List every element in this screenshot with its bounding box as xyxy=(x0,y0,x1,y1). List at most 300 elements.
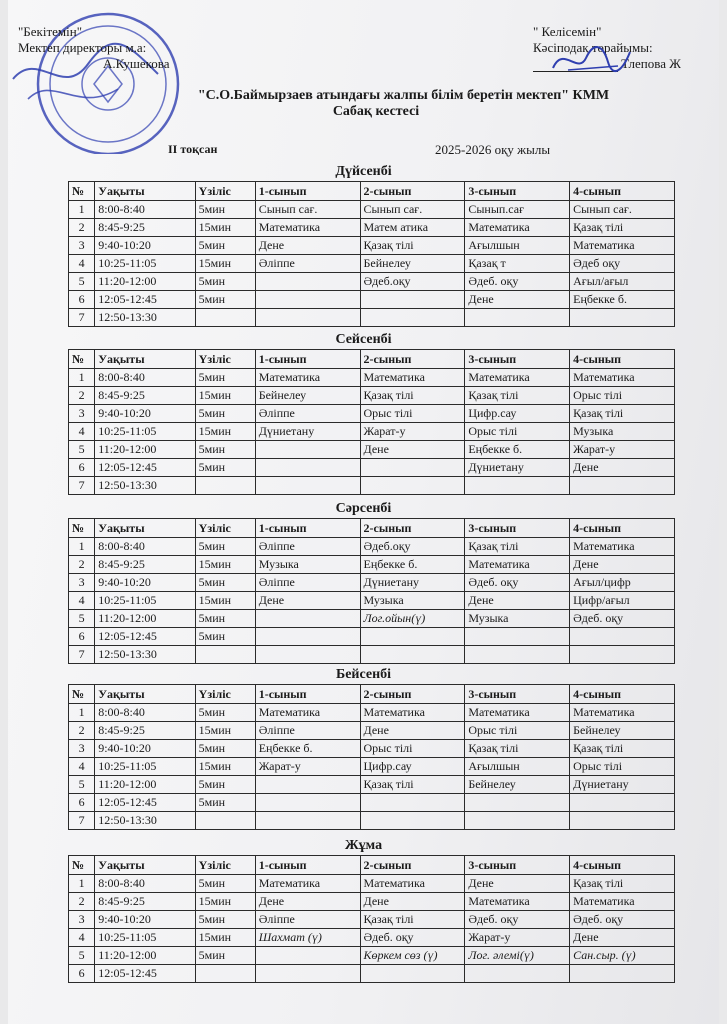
table-row xyxy=(69,610,675,628)
subject-cell xyxy=(360,646,465,664)
time-cell: 12:50-13:30 xyxy=(95,477,195,495)
subject-cell xyxy=(360,628,465,646)
subject-cell: Қазақ тілі xyxy=(570,875,675,893)
subject-cell: Дүниетану xyxy=(360,574,465,592)
day-title: Сәрсенбі xyxy=(335,501,392,516)
subject-cell: Дене xyxy=(360,893,465,911)
subject-cell: Жарат-у xyxy=(570,441,675,459)
column-header: Үзіліс xyxy=(195,350,255,369)
column-header: Уақыты xyxy=(95,856,195,875)
subject-cell: Ағылшын xyxy=(465,758,570,776)
subject-cell xyxy=(570,628,675,646)
subject-cell: Бейнелеу xyxy=(255,387,360,405)
column-header: № xyxy=(69,350,95,369)
subject-cell: Әліппе xyxy=(255,255,360,273)
table-header-row xyxy=(69,519,675,538)
subject-cell: Әдеб. оқу xyxy=(465,911,570,929)
break-cell: 5мин xyxy=(195,405,255,423)
subject-cell: Математика xyxy=(255,219,360,237)
table-row xyxy=(69,794,675,812)
table-row xyxy=(69,387,675,405)
subject-cell: Әліппе xyxy=(255,574,360,592)
table-row xyxy=(69,459,675,477)
time-cell: 12:05-12:45 xyxy=(95,965,195,983)
signature-icon xyxy=(548,40,633,80)
time-cell: 10:25-11:05 xyxy=(95,423,195,441)
table-row xyxy=(69,291,675,309)
column-header: 4-сынып xyxy=(570,350,675,369)
break-cell: 15мин xyxy=(195,722,255,740)
break-cell: 5мин xyxy=(195,794,255,812)
subject-cell: Әдеб. оқу xyxy=(570,610,675,628)
table-header-row xyxy=(69,685,675,704)
break-cell: 5мин xyxy=(195,875,255,893)
subject-cell: Орыс тілі xyxy=(570,758,675,776)
subject-cell: Әдеб.оқу xyxy=(360,538,465,556)
lesson-number-cell: 3 xyxy=(69,405,95,423)
subject-cell: Музыка xyxy=(465,610,570,628)
subject-cell: Қазақ тілі xyxy=(570,219,675,237)
table-row xyxy=(69,740,675,758)
subject-cell: Дене xyxy=(465,592,570,610)
subject-cell: Қазақ тілі xyxy=(465,387,570,405)
break-cell: 5мин xyxy=(195,740,255,758)
subject-cell: Дене xyxy=(465,291,570,309)
table-row xyxy=(69,538,675,556)
table-row xyxy=(69,722,675,740)
subject-cell: Әдеб. оқу xyxy=(465,273,570,291)
table-row xyxy=(69,423,675,441)
day-title: Бейсенбі xyxy=(335,667,392,682)
subject-cell: Музыка xyxy=(570,423,675,441)
table-row xyxy=(69,237,675,255)
subject-cell: Дене xyxy=(255,893,360,911)
table-row xyxy=(69,875,675,893)
lesson-number-cell: 5 xyxy=(69,273,95,291)
time-cell: 8:45-9:25 xyxy=(95,387,195,405)
subject-cell xyxy=(360,459,465,477)
subject-cell: Сынып сағ. xyxy=(360,201,465,219)
subject-cell: Сынып сағ. xyxy=(570,201,675,219)
subject-cell: Дене xyxy=(255,592,360,610)
subject-cell: Қазақ тілі xyxy=(360,237,465,255)
subject-cell: Математика xyxy=(255,704,360,722)
time-cell: 8:45-9:25 xyxy=(95,893,195,911)
subject-cell: Дене xyxy=(570,459,675,477)
subject-cell: Математика xyxy=(465,219,570,237)
lesson-number-cell: 7 xyxy=(69,477,95,495)
lesson-number-cell: 2 xyxy=(69,556,95,574)
subject-cell: Дене xyxy=(465,875,570,893)
column-header: 3-сынып xyxy=(465,856,570,875)
table-row xyxy=(69,441,675,459)
time-cell: 9:40-10:20 xyxy=(95,574,195,592)
column-header: 1-сынып xyxy=(255,519,360,538)
break-cell: 5мин xyxy=(195,369,255,387)
table-row xyxy=(69,201,675,219)
subject-cell xyxy=(255,965,360,983)
time-cell: 8:45-9:25 xyxy=(95,722,195,740)
subject-cell: Еңбекке б. xyxy=(465,441,570,459)
day-title: Дүйсенбі xyxy=(335,164,392,179)
subject-cell: Шахмат (ү) xyxy=(255,929,360,947)
subject-cell xyxy=(570,794,675,812)
lesson-number-cell: 6 xyxy=(69,965,95,983)
column-header: 2-сынып xyxy=(360,685,465,704)
column-header: Уақыты xyxy=(95,685,195,704)
subject-cell: Математика xyxy=(570,538,675,556)
lesson-number-cell: 4 xyxy=(69,592,95,610)
column-header: 2-сынып xyxy=(360,182,465,201)
subject-cell xyxy=(360,794,465,812)
time-cell: 10:25-11:05 xyxy=(95,929,195,947)
table-row xyxy=(69,592,675,610)
column-header: Үзіліс xyxy=(195,856,255,875)
column-header: № xyxy=(69,685,95,704)
break-cell: 5мин xyxy=(195,459,255,477)
time-cell: 12:05-12:45 xyxy=(95,291,195,309)
approval-title: "Бекітемін" xyxy=(18,24,83,39)
time-cell: 11:20-12:00 xyxy=(95,610,195,628)
subject-cell: Қазақ тілі xyxy=(360,776,465,794)
day-title: Жұма xyxy=(344,838,383,853)
column-header: Уақыты xyxy=(95,350,195,369)
subject-cell: Еңбекке б. xyxy=(360,556,465,574)
lesson-number-cell: 4 xyxy=(69,758,95,776)
table-row xyxy=(69,965,675,983)
subject-cell xyxy=(360,291,465,309)
lesson-number-cell: 4 xyxy=(69,255,95,273)
table-header-row xyxy=(69,856,675,875)
approval-block xyxy=(18,24,170,72)
column-header: 4-сынып xyxy=(570,182,675,201)
subject-cell xyxy=(255,610,360,628)
subject-cell: Әдеб. оқу xyxy=(465,574,570,592)
lesson-number-cell: 2 xyxy=(69,722,95,740)
subject-cell: Бейнелеу xyxy=(465,776,570,794)
break-cell: 5мин xyxy=(195,628,255,646)
subject-cell: Әліппе xyxy=(255,405,360,423)
break-cell xyxy=(195,965,255,983)
subject-cell: Әдеб. оқу xyxy=(360,929,465,947)
subject-cell: Математика xyxy=(570,704,675,722)
column-header: 1-сынып xyxy=(255,856,360,875)
table-row xyxy=(69,893,675,911)
column-header: 2-сынып xyxy=(360,350,465,369)
subject-cell xyxy=(465,477,570,495)
lesson-number-cell: 6 xyxy=(69,459,95,477)
term-label: ІІ тоқсан xyxy=(168,142,218,156)
subject-cell xyxy=(255,441,360,459)
schedule-table xyxy=(68,855,675,983)
table-row xyxy=(69,574,675,592)
subject-cell: Орыс тілі xyxy=(360,740,465,758)
table-header-row xyxy=(69,182,675,201)
break-cell: 5мин xyxy=(195,574,255,592)
subject-cell: Ағыл/цифр xyxy=(570,574,675,592)
school-header xyxy=(8,88,719,120)
table-row xyxy=(69,704,675,722)
lesson-number-cell: 7 xyxy=(69,812,95,830)
break-cell: 15мин xyxy=(195,893,255,911)
subject-cell: Дене xyxy=(360,722,465,740)
table-row xyxy=(69,646,675,664)
lesson-number-cell: 5 xyxy=(69,610,95,628)
subject-cell: Орыс тілі xyxy=(465,423,570,441)
lesson-number-cell: 5 xyxy=(69,441,95,459)
break-cell: 15мин xyxy=(195,255,255,273)
subject-cell: Қазақ тілі xyxy=(570,740,675,758)
table-row xyxy=(69,758,675,776)
column-header: 2-сынып xyxy=(360,519,465,538)
subject-cell: Математика xyxy=(465,704,570,722)
lesson-number-cell: 3 xyxy=(69,237,95,255)
subject-cell: Қазақ тілі xyxy=(360,387,465,405)
table-row xyxy=(69,628,675,646)
column-header: 2-сынып xyxy=(360,856,465,875)
subject-cell: Сынып.сағ xyxy=(465,201,570,219)
break-cell: 5мин xyxy=(195,538,255,556)
subject-cell: Дене xyxy=(570,929,675,947)
agreement-signer: Тлепова Ж xyxy=(621,56,681,71)
subject-cell: Орыс тілі xyxy=(360,405,465,423)
subject-cell: Музыка xyxy=(255,556,360,574)
lesson-number-cell: 1 xyxy=(69,875,95,893)
lesson-number-cell: 2 xyxy=(69,893,95,911)
column-header: 4-сынып xyxy=(570,519,675,538)
table-row xyxy=(69,219,675,237)
school-title: "С.О.Баймырзаев атындағы жалпы білім беретін мектеп" КММ xyxy=(197,88,610,103)
subject-cell xyxy=(255,794,360,812)
time-cell: 12:05-12:45 xyxy=(95,628,195,646)
table-row xyxy=(69,911,675,929)
lesson-number-cell: 2 xyxy=(69,387,95,405)
subject-cell xyxy=(465,309,570,327)
column-header: Үзіліс xyxy=(195,519,255,538)
break-cell: 5мин xyxy=(195,201,255,219)
column-header: 3-сынып xyxy=(465,350,570,369)
time-cell: 11:20-12:00 xyxy=(95,947,195,965)
break-cell: 5мин xyxy=(195,291,255,309)
time-cell: 10:25-11:05 xyxy=(95,255,195,273)
subject-cell: Математика xyxy=(255,875,360,893)
subject-cell: Қазақ т xyxy=(465,255,570,273)
time-cell: 12:05-12:45 xyxy=(95,794,195,812)
subject-cell xyxy=(255,776,360,794)
subject-cell: Цифр/ағыл xyxy=(570,592,675,610)
lesson-number-cell: 6 xyxy=(69,794,95,812)
subject-cell xyxy=(360,477,465,495)
subject-cell: Сан.сыр. (ү) xyxy=(570,947,675,965)
time-cell: 10:25-11:05 xyxy=(95,758,195,776)
subject-cell: Лог. әлемі(ү) xyxy=(465,947,570,965)
subject-cell xyxy=(360,965,465,983)
subject-cell: Дүниетану xyxy=(465,459,570,477)
break-cell: 5мин xyxy=(195,704,255,722)
subject-cell: Музыка xyxy=(360,592,465,610)
break-cell: 15мин xyxy=(195,758,255,776)
approval-position: Мектеп директоры м.а: xyxy=(18,40,147,55)
subject-cell: Ағыл/ағыл xyxy=(570,273,675,291)
lesson-number-cell: 7 xyxy=(69,309,95,327)
subject-cell: Әліппе xyxy=(255,538,360,556)
time-cell: 9:40-10:20 xyxy=(95,911,195,929)
subject-cell: Әліппе xyxy=(255,722,360,740)
subject-cell xyxy=(570,477,675,495)
schedule-table xyxy=(68,181,675,327)
column-header: 4-сынып xyxy=(570,685,675,704)
subject-cell: Дене xyxy=(360,441,465,459)
break-cell: 5мин xyxy=(195,947,255,965)
subject-cell: Бейнелеу xyxy=(360,255,465,273)
table-header-row xyxy=(69,350,675,369)
table-row xyxy=(69,405,675,423)
approval-signer: А.Кушекова xyxy=(103,56,170,71)
subject-cell xyxy=(465,628,570,646)
break-cell xyxy=(195,812,255,830)
column-header: 3-сынып xyxy=(465,685,570,704)
subject-cell: Орыс тілі xyxy=(570,387,675,405)
subject-cell: Лог.ойын(ү) xyxy=(360,610,465,628)
subject-cell: Математика xyxy=(360,704,465,722)
column-header: 1-сынып xyxy=(255,350,360,369)
subject-cell: Математика xyxy=(465,893,570,911)
subject-cell: Дүниетану xyxy=(570,776,675,794)
lesson-number-cell: 6 xyxy=(69,291,95,309)
day-title: Сейсенбі xyxy=(335,332,392,347)
break-cell: 15мин xyxy=(195,592,255,610)
subject-cell xyxy=(255,477,360,495)
subject-cell xyxy=(465,646,570,664)
subject-cell: Бейнелеу xyxy=(570,722,675,740)
subject-cell: Математика xyxy=(255,369,360,387)
time-cell: 9:40-10:20 xyxy=(95,237,195,255)
subject-cell xyxy=(570,646,675,664)
column-header: Уақыты xyxy=(95,182,195,201)
subject-cell xyxy=(465,794,570,812)
time-cell: 8:00-8:40 xyxy=(95,538,195,556)
schedule-page xyxy=(8,0,719,1024)
subject-cell xyxy=(255,812,360,830)
column-header: № xyxy=(69,519,95,538)
subject-cell: Орыс тілі xyxy=(465,722,570,740)
subject-cell xyxy=(360,812,465,830)
subject-cell: Жарат-у xyxy=(255,758,360,776)
academic-year: 2025-2026 оқу жылы xyxy=(435,142,551,157)
time-cell: 9:40-10:20 xyxy=(95,740,195,758)
time-cell: 8:00-8:40 xyxy=(95,201,195,219)
subject-cell: Математика xyxy=(465,556,570,574)
subject-cell: Математика xyxy=(360,369,465,387)
lesson-number-cell: 1 xyxy=(69,369,95,387)
lesson-number-cell: 1 xyxy=(69,704,95,722)
column-header: 3-сынып xyxy=(465,182,570,201)
table-row xyxy=(69,776,675,794)
subject-cell: Қазақ тілі xyxy=(570,405,675,423)
subject-cell xyxy=(465,812,570,830)
time-cell: 11:20-12:00 xyxy=(95,776,195,794)
table-row xyxy=(69,947,675,965)
time-cell: 11:20-12:00 xyxy=(95,273,195,291)
break-cell xyxy=(195,477,255,495)
lesson-number-cell: 5 xyxy=(69,947,95,965)
subject-cell: Әдеб оқу xyxy=(570,255,675,273)
agreement-position: Кәсіподақ төрайымы: xyxy=(533,40,653,55)
column-header: Үзіліс xyxy=(195,182,255,201)
time-cell: 12:50-13:30 xyxy=(95,812,195,830)
break-cell: 5мин xyxy=(195,610,255,628)
subject-cell: Қазақ тілі xyxy=(465,740,570,758)
lesson-number-cell: 3 xyxy=(69,911,95,929)
lesson-number-cell: 4 xyxy=(69,929,95,947)
subject-cell: Математика xyxy=(570,237,675,255)
table-row xyxy=(69,273,675,291)
subject-cell xyxy=(570,965,675,983)
schedule-table xyxy=(68,518,675,664)
subject-cell xyxy=(255,291,360,309)
column-header: 1-сынып xyxy=(255,182,360,201)
time-cell: 10:25-11:05 xyxy=(95,592,195,610)
time-cell: 8:00-8:40 xyxy=(95,704,195,722)
subject-cell xyxy=(465,965,570,983)
column-header: 3-сынып xyxy=(465,519,570,538)
subject-cell: Дене xyxy=(255,237,360,255)
subject-cell: Цифр.сау xyxy=(360,758,465,776)
table-row xyxy=(69,255,675,273)
subject-cell: Қазақ тілі xyxy=(360,911,465,929)
schedule-table xyxy=(68,684,675,830)
subject-cell: Жарат-у xyxy=(465,929,570,947)
break-cell: 5мин xyxy=(195,911,255,929)
lesson-number-cell: 6 xyxy=(69,628,95,646)
lesson-number-cell: 5 xyxy=(69,776,95,794)
column-header: 1-сынып xyxy=(255,685,360,704)
table-row xyxy=(69,929,675,947)
time-cell: 9:40-10:20 xyxy=(95,405,195,423)
break-cell: 15мин xyxy=(195,423,255,441)
break-cell: 15мин xyxy=(195,929,255,947)
time-cell: 8:45-9:25 xyxy=(95,219,195,237)
time-cell: 8:00-8:40 xyxy=(95,369,195,387)
lesson-number-cell: 3 xyxy=(69,574,95,592)
column-header: Уақыты xyxy=(95,519,195,538)
schedule-subtitle: Сабақ кестесі xyxy=(332,104,420,119)
table-row xyxy=(69,309,675,327)
lesson-number-cell: 2 xyxy=(69,219,95,237)
subject-cell: Сынып сағ. xyxy=(255,201,360,219)
table-row xyxy=(69,556,675,574)
break-cell xyxy=(195,646,255,664)
subject-cell: Ағылшын xyxy=(465,237,570,255)
subject-cell: Дене xyxy=(570,556,675,574)
time-cell: 8:00-8:40 xyxy=(95,875,195,893)
subject-cell xyxy=(570,812,675,830)
time-cell: 12:50-13:30 xyxy=(95,646,195,664)
subject-cell xyxy=(570,309,675,327)
table-row xyxy=(69,812,675,830)
subject-cell: Математика xyxy=(570,893,675,911)
break-cell: 5мин xyxy=(195,441,255,459)
schedule-table xyxy=(68,349,675,495)
lesson-number-cell: 4 xyxy=(69,423,95,441)
subject-cell: Математика xyxy=(360,875,465,893)
subject-cell xyxy=(255,628,360,646)
break-cell: 5мин xyxy=(195,273,255,291)
subject-cell: Дүниетану xyxy=(255,423,360,441)
time-cell: 11:20-12:00 xyxy=(95,441,195,459)
subject-cell: Матем атика xyxy=(360,219,465,237)
lesson-number-cell: 1 xyxy=(69,538,95,556)
